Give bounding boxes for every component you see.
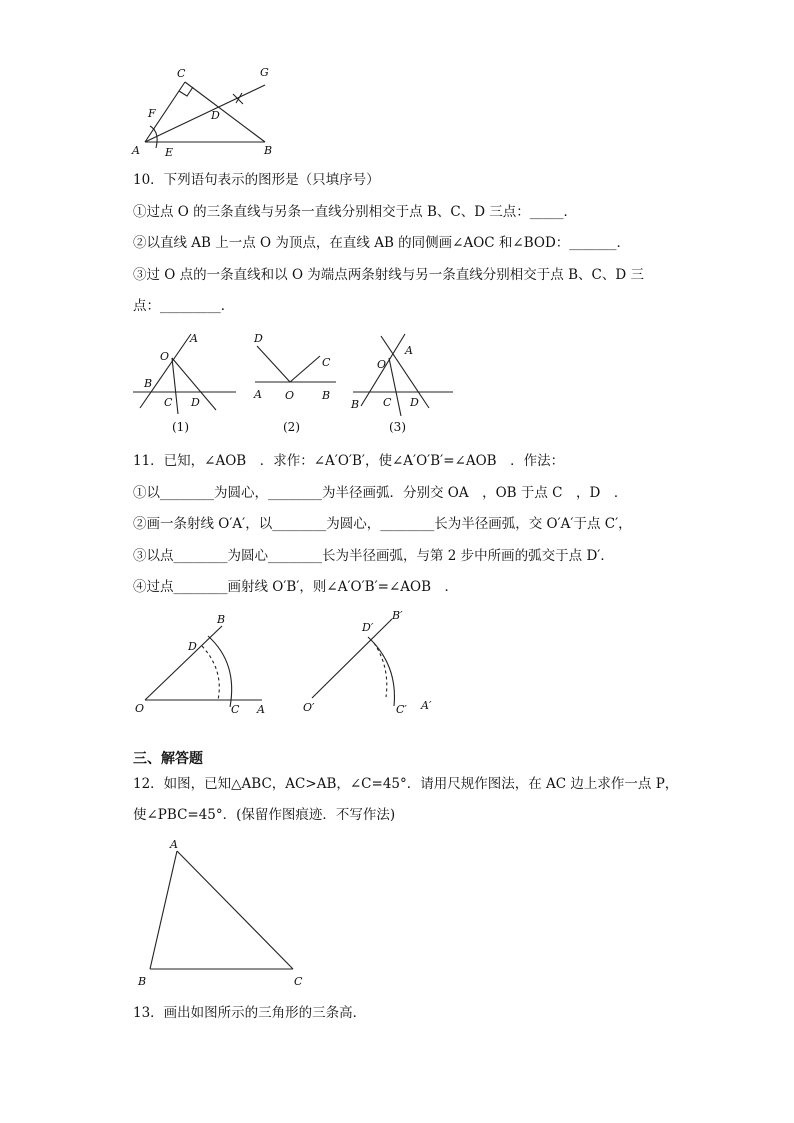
label-c: C <box>231 703 240 716</box>
q13-line-1: 13．画出如图所示的三角形的三条高． <box>133 1005 367 1021</box>
label-b: B <box>351 398 360 411</box>
label-b: B <box>322 389 331 402</box>
label-a: A <box>254 388 262 401</box>
label-d: D <box>410 396 419 409</box>
label-o: O <box>377 358 387 371</box>
segment-ab <box>150 851 177 969</box>
q10-line-4: 点：_________． <box>133 298 235 314</box>
q10-line-1: ①过点 O 的三条直线与另条一直线分别相交于点 B、C、D 三点：_____． <box>133 204 578 220</box>
q10-figure-3 <box>345 328 457 418</box>
label-c: C <box>164 396 173 409</box>
label-b: B <box>144 377 153 390</box>
q10-title: 10．下列语句表示的图形是（只填序号） <box>133 172 380 188</box>
label-a: A <box>170 838 178 851</box>
label-d: D <box>254 332 263 345</box>
label-d: D <box>191 396 200 409</box>
label-o: O <box>160 350 170 363</box>
q10-caption-3: (3) <box>389 420 406 434</box>
q11-title: 11．已知，∠AOB ．求作：∠A′O′B′，使∠A′O′B′=∠AOB ．作法： <box>133 453 565 469</box>
q11-figure-2 <box>300 605 440 720</box>
ray-ag <box>145 85 265 142</box>
label-c: C <box>383 396 392 409</box>
label-d: D <box>188 640 197 653</box>
q11-line-4: ④过点________画射线 O′B′，则∠A′O′B′=∠AOB ． <box>133 579 459 595</box>
label-c: C <box>294 975 303 988</box>
segment-ac <box>177 851 293 969</box>
label-c: C <box>177 67 186 80</box>
q10-line-3: ③过 O 点的一条直线和以 O 为端点两条射线与另一条直线分别相交于点 B、C、D 三 <box>133 267 644 283</box>
q11-line-1: ①以________为圆心，________为半径画弧．分别交 OA ，OB 于点 C ，D ． <box>133 485 628 501</box>
q11-line-3: ③以点________为圆心________长为半径画弧，与第 2 步中所画的弧交于点 D′． <box>133 548 614 564</box>
label-o: O′ <box>303 701 315 714</box>
q10-caption-1: (1) <box>172 420 189 434</box>
q10-line-2: ②以直线 AB 上一点 O 为顶点，在直线 AB 的同侧画∠AOC 和∠BOD：_______． <box>133 235 631 251</box>
label-b: B <box>138 975 147 988</box>
q10-figure-1 <box>128 328 240 418</box>
label-b: B <box>217 613 226 626</box>
label-c: C′ <box>396 703 407 716</box>
section-heading: 三、解答题 <box>133 751 203 767</box>
q10-figure-2 <box>250 328 340 408</box>
label-a: A <box>257 703 265 716</box>
label-a: A′ <box>421 699 432 712</box>
q12-line-1: 12．如图，已知△ABC，AC>AB，∠C=45°．请用尺规作图法，在 AC 边上求作一点 P， <box>133 776 679 792</box>
q12-triangle-figure <box>130 832 320 992</box>
label-o: O <box>135 702 145 715</box>
label-f: F <box>148 107 156 120</box>
label-e: E <box>165 146 174 159</box>
q11-figure-1 <box>130 608 270 718</box>
label-a: A <box>405 344 413 357</box>
label-d: D <box>211 109 220 122</box>
top-figure <box>130 60 290 160</box>
label-b: B <box>264 144 273 157</box>
q11-line-2: ②画一条射线 O′A′，以________为圆心，________长为半径画弧，交 O′A′于点 C′， <box>133 516 632 532</box>
label-c: C <box>322 356 331 369</box>
label-a: A <box>190 332 198 345</box>
label-a: A <box>132 144 140 157</box>
q10-caption-2: (2) <box>283 420 300 434</box>
q12-line-2: 使∠PBC=45°．(保留作图痕迹．不写作法) <box>133 807 396 823</box>
label-b: B′ <box>392 609 403 622</box>
label-d: D′ <box>362 621 374 634</box>
label-g: G <box>260 66 269 79</box>
label-o: O <box>285 389 295 402</box>
